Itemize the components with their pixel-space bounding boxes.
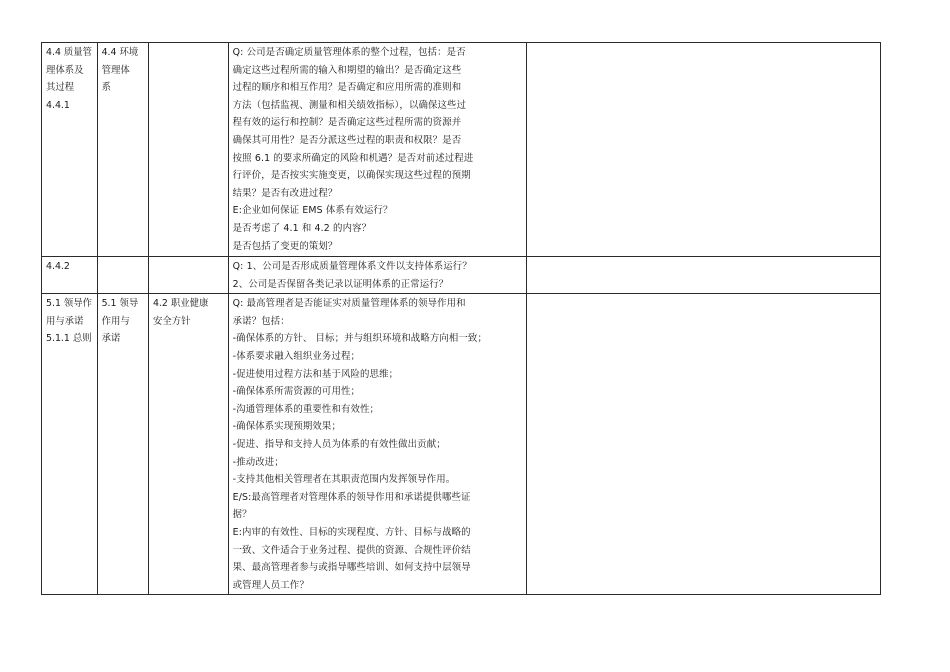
audit-record-cell xyxy=(526,294,881,595)
cell-text-line: 4.4 质量管 xyxy=(46,47,93,58)
cell-text-line: -确保体系的方针、 目标；并与组织环境和战略方向相一致； xyxy=(232,333,487,345)
cell-text-line: 果、最高管理者参与或指导哪些培训、如何支持中层领导 xyxy=(232,562,471,574)
cell-text-line: -促进、指导和支持人员为体系的有效性做出贡献； xyxy=(232,438,446,450)
cell-text-line: 是否包括了变更的策划？ xyxy=(232,240,338,252)
cell-text-line: 确保其可用性？是否分派这些过程的职责和权限？是否 xyxy=(232,134,462,146)
cell-text-line: 安全方针 xyxy=(152,315,191,327)
clause-iso45001-cell xyxy=(148,257,228,294)
cell-text-line: 按照 6.1 的要求所确定的风险和机遇？是否对前述过程进 xyxy=(232,152,474,164)
table-row xyxy=(42,257,881,294)
cell-text-line: -确保体系所需资源的可用性； xyxy=(232,386,361,398)
audit-questions-cell xyxy=(228,294,526,595)
cell-text-line: Q: 1、公司是否形成质量管理体系文件以支持体系运行？ xyxy=(232,261,472,272)
cell-text-line: 确定这些过程所需的输入和期望的输出？是否确定这些 xyxy=(232,64,462,76)
audit-questions-cell xyxy=(228,43,526,257)
cell-text-line: 方法（包括监视、测量和相关绩效指标），以确保这些过 xyxy=(232,99,467,111)
cell-text-line: -沟通管理体系的重要性和有效性； xyxy=(232,403,380,415)
cell-text-line: 5.1 领导作 xyxy=(46,298,93,310)
cell-text-line: -支持其他相关管理者在其职责范围内发挥领导作用。 xyxy=(232,474,456,486)
cell-text-line: Q: 公司是否确定质量管理体系的整个过程，包括：是否 xyxy=(232,47,466,58)
cell-text-line: E/S:最高管理者对管理体系的领导作用和承诺提供哪些证 xyxy=(232,491,471,503)
cell-text-line: 5.1.1 总则 xyxy=(46,333,92,345)
cell-text-line: 4.4.1 xyxy=(46,99,70,111)
table-row xyxy=(42,43,881,257)
cell-text-line: -推动改进； xyxy=(232,456,284,468)
audit-checklist-table xyxy=(41,42,881,595)
cell-text-line: E:企业如何保证 EMS 体系有效运行？ xyxy=(232,205,393,217)
cell-text-line: 管理体 xyxy=(101,64,130,76)
clause-iso14001-cell xyxy=(97,43,148,257)
cell-text-line: -确保体系实现预期效果； xyxy=(232,421,341,433)
cell-text-line: E:内审的有效性、目标的实现程度、方针、目标与战略的 xyxy=(232,526,471,538)
clause-iso9001-cell xyxy=(42,257,98,294)
cell-text-line: 承诺 xyxy=(101,333,121,345)
cell-text-line: 是否考虑了 4.1 和 4.2 的内容？ xyxy=(232,222,372,234)
cell-text-line: -促进使用过程方法和基于风险的思维； xyxy=(232,368,399,380)
clause-iso14001-cell xyxy=(97,257,148,294)
cell-text-line: 理体系及 xyxy=(46,64,84,76)
table-row xyxy=(42,294,881,595)
cell-text-line: 结果？是否有改进过程？ xyxy=(232,187,338,199)
cell-text-line: 承诺？包括： xyxy=(232,315,290,327)
cell-text-line: -体系要求融入组织业务过程； xyxy=(232,350,361,362)
clause-iso45001-cell xyxy=(148,294,228,595)
cell-text-line: 程有效的运行和控制？是否确定这些过程所需的资源并 xyxy=(232,117,462,129)
cell-text-line: 5.1 领导 xyxy=(101,298,139,310)
clause-iso9001-cell xyxy=(42,294,98,595)
audit-record-cell xyxy=(526,257,881,294)
cell-text-line: 4.2 职业健康 xyxy=(152,298,209,310)
cell-text-line: 4.4.2 xyxy=(46,261,70,272)
cell-text-line: 4.4 环境 xyxy=(101,47,139,58)
clause-iso45001-cell xyxy=(148,43,228,257)
cell-text-line: 行评价，是否按实实施变更，以确保实现这些过程的预期 xyxy=(232,170,471,182)
cell-text-line: 作用与 xyxy=(101,315,130,327)
cell-text-line: 其过程 xyxy=(46,82,75,94)
cell-text-line: 或管理人员工作？ xyxy=(232,579,309,591)
audit-questions-cell xyxy=(228,257,526,294)
clause-iso9001-cell xyxy=(42,43,98,257)
cell-text-line: 一致、文件适合于业务过程、提供的资源、合规性评价结 xyxy=(232,544,471,556)
cell-text-line: 系 xyxy=(101,82,111,94)
clause-iso14001-cell xyxy=(97,294,148,595)
cell-text-line: 2、公司是否保留各类记录以证明体系的正常运行？ xyxy=(232,278,449,290)
cell-text-line: Q: 最高管理者是否能证实对质量管理体系的领导作用和 xyxy=(232,298,466,310)
cell-text-line: 用与承诺 xyxy=(46,315,84,327)
table-body xyxy=(42,43,881,595)
cell-text-line: 过程的顺序和相互作用？是否确定和应用所需的准则和 xyxy=(232,82,462,94)
audit-record-cell xyxy=(526,43,881,257)
cell-text-line: 据？ xyxy=(232,509,252,521)
